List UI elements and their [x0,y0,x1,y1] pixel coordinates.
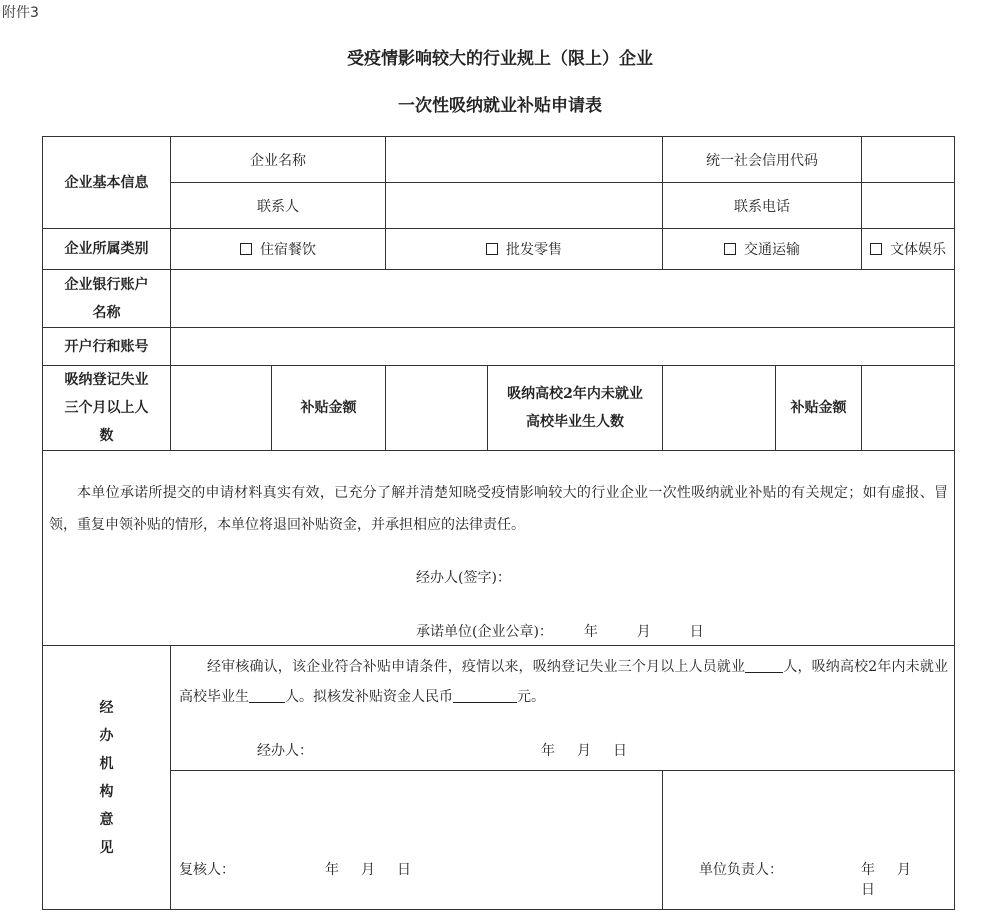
unemployed-label-line3: 数 [99,428,114,444]
phone-label: 联系电话 [663,183,862,229]
date-year: 年 [325,862,339,878]
unemployed-hired-label [43,366,171,451]
company-name-field[interactable] [386,137,663,183]
review-label-char: 构 [99,783,114,800]
unemployed-label-line1: 吸纳登记失业 [64,372,149,388]
pledge-unit-seal-label: 承诺单位(企业公章)： [416,624,553,640]
application-form-table [42,136,955,910]
review-label-char: 机 [99,755,114,772]
review-text-part2: 人，吸纳高校2年内未就业高校毕业生 [179,659,949,705]
graduates-label-line2: 高校毕业生人数 [526,414,624,430]
date-month: 月 [897,862,911,878]
category-option-label: 文体娱乐 [890,242,947,258]
contact-label: 联系人 [171,183,386,229]
review-label-char: 见 [99,839,114,856]
basic-info-label: 企业基本信息 [43,137,171,229]
graduates-label-line1: 吸纳高校2年内未就业 [507,386,643,402]
review-handler-label: 经办人： [257,743,313,759]
checkbox-icon[interactable] [724,243,736,255]
date-month: 月 [361,862,375,878]
review-confirmation-section [171,646,955,771]
review-label-char: 经 [99,699,114,716]
review-label-char: 办 [99,727,114,744]
review-text-part3: 人。拟核发补贴资金人民币 [285,689,453,705]
subsidy-amount-label-1: 补贴金额 [272,366,386,451]
subsidy-amount-label-2: 补贴金额 [776,366,862,451]
unemployed-label-line2: 三个月以上人 [64,400,149,416]
category-option-retail[interactable] [386,229,663,270]
company-name-label: 企业名称 [171,137,386,183]
credit-code-field[interactable] [862,137,955,183]
bank-account-name-field[interactable] [171,270,955,328]
form-title-line1: 受疫情影响较大的行业规上（限上）企业 [347,49,653,69]
date-month: 月 [577,743,591,759]
date-year: 年 [861,862,875,878]
attachment-label: 附件3 [2,5,39,21]
contact-field[interactable] [386,183,663,229]
unit-head-date [861,859,954,899]
bank-account-name-label-line2: 名称 [92,304,121,321]
bank-account-field[interactable] [171,328,955,366]
subsidy-amount-field-1[interactable] [386,366,488,451]
subsidy-amount-blank[interactable] [453,688,517,703]
unemployed-count-blank[interactable] [745,658,783,673]
bank-account-name-label [43,270,171,328]
graduates-hired-label [488,366,663,451]
graduates-count-blank[interactable] [249,688,285,703]
graduates-hired-field[interactable] [663,366,776,451]
checkbox-icon[interactable] [486,243,498,255]
date-day: 日 [613,743,627,759]
phone-field[interactable] [862,183,955,229]
date-day: 日 [397,862,411,878]
credit-code-label: 统一社会信用代码 [663,137,862,183]
checkbox-icon[interactable] [240,243,252,255]
category-option-label: 交通运输 [744,242,800,258]
category-label: 企业所属类别 [43,229,171,270]
category-option-culture[interactable] [862,229,955,270]
review-handler-date [541,740,649,760]
review-section-label [43,646,171,910]
category-option-lodging[interactable] [171,229,386,270]
category-option-label: 批发零售 [506,242,562,258]
unemployed-hired-field[interactable] [171,366,272,451]
review-confirmation-text [179,652,948,712]
review-label-char: 意 [99,811,114,828]
category-option-label: 住宿餐饮 [260,242,316,258]
pledge-section [43,451,955,646]
subsidy-amount-field-2[interactable] [862,366,955,451]
pledge-month: 月 [636,624,651,640]
reviewer-date [325,859,433,879]
bank-account-name-label-line1: 企业银行账户 [64,276,149,293]
date-day: 日 [861,882,875,898]
unit-head-section [663,771,955,910]
date-year: 年 [541,743,555,759]
review-text-part4: 元。 [517,689,545,705]
review-text-part1: 经审核确认，该企业符合补贴申请条件，疫情以来，吸纳登记失业三个月以上人员就业 [207,659,746,675]
pledge-handler-signature: 经办人(签字)： [416,570,511,586]
pledge-year: 年 [583,624,598,640]
checkbox-icon[interactable] [870,243,882,255]
bank-account-label: 开户行和账号 [43,328,171,366]
form-title-line2: 一次性吸纳就业补贴申请表 [398,96,602,116]
reviewer-label: 复核人： [179,862,235,878]
category-option-transport[interactable] [663,229,862,270]
reviewer-section [171,771,663,910]
unit-head-label: 单位负责人： [699,862,783,878]
pledge-text: 本单位承诺所提交的申请材料真实有效，已充分了解并清楚知晓受疫情影响较大的行业企业一次性吸纳就业补贴的有关规定；如有虚报、冒领，重复申领补贴的情形，本单位将退回补贴资金，并承担相应的法律责任。 [49,485,949,533]
pledge-day: 日 [689,624,704,640]
pledge-unit-seal [416,621,704,641]
